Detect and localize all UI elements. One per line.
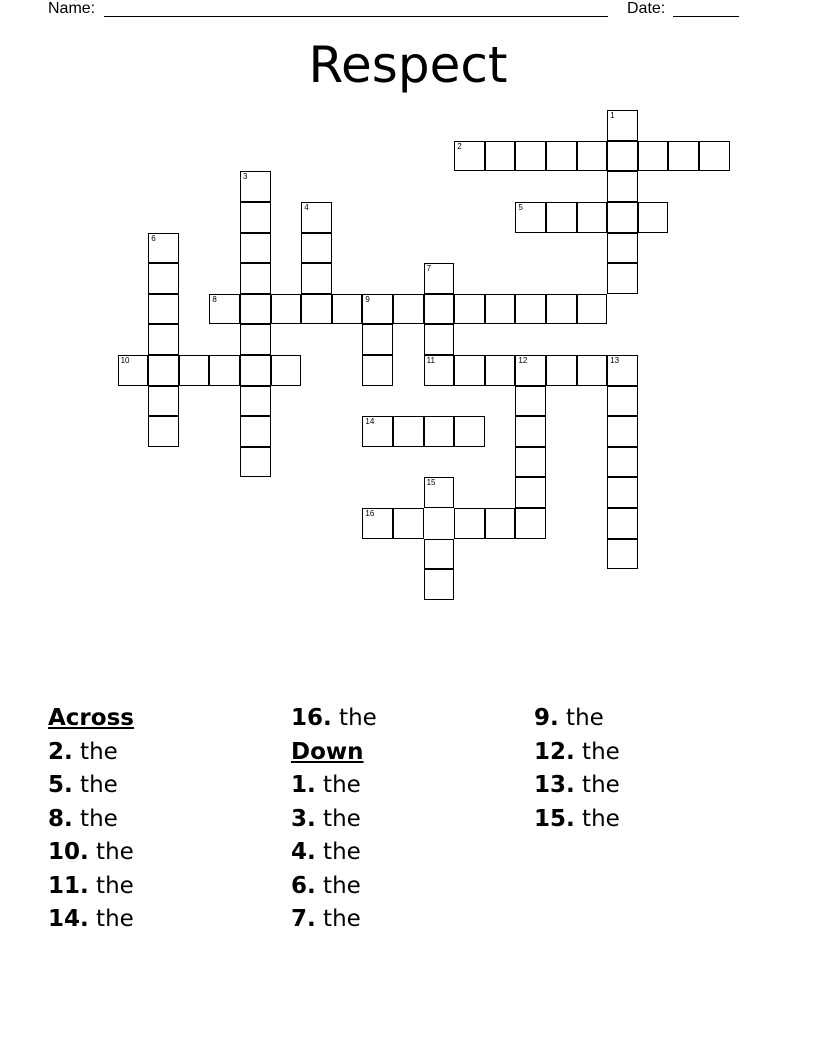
clue-text: the [88, 906, 134, 932]
grid-cell[interactable] [424, 294, 455, 325]
grid-cell[interactable] [148, 355, 179, 386]
cell-number: 7 [426, 264, 432, 274]
clue-column-1 [48, 702, 288, 937]
clue-text: the [574, 805, 620, 832]
clue-number: 6. [291, 872, 316, 899]
grid-cell[interactable] [638, 202, 669, 233]
grid-cell[interactable] [148, 416, 179, 447]
clue-text: the [558, 705, 604, 731]
clue-item [291, 803, 531, 837]
clue-text: the [574, 772, 620, 798]
grid-cell[interactable] [607, 447, 638, 478]
grid-cell[interactable] [424, 355, 455, 386]
grid-cell[interactable] [546, 355, 577, 386]
clue-text: the [574, 738, 620, 765]
grid-cell[interactable] [240, 447, 271, 478]
grid-cell[interactable] [424, 416, 455, 447]
grid-cell[interactable] [240, 263, 271, 294]
grid-cell[interactable] [424, 569, 455, 600]
grid-cell[interactable] [668, 141, 699, 172]
clue-item [534, 702, 774, 736]
grid-cell[interactable] [424, 477, 455, 508]
grid-cell[interactable] [424, 324, 455, 355]
grid-cell[interactable] [607, 355, 638, 386]
clue-number: 4. [291, 839, 316, 865]
grid-cell[interactable] [607, 233, 638, 264]
clue-item [48, 736, 288, 770]
cell-number: 6 [151, 233, 156, 243]
grid-cell[interactable] [515, 294, 546, 325]
grid-cell[interactable] [607, 263, 638, 294]
cell-number: 13 [610, 356, 620, 365]
grid-cell[interactable] [148, 324, 179, 355]
clue-number: 7. [291, 906, 316, 932]
grid-cell[interactable] [424, 539, 455, 570]
date-label: Date: [627, 0, 666, 17]
grid-cell[interactable] [485, 355, 516, 386]
clue-text: the [331, 705, 377, 731]
clue-item [291, 836, 531, 870]
grid-cell[interactable] [577, 355, 608, 386]
grid-cell[interactable] [515, 386, 546, 417]
grid-cell[interactable] [607, 386, 638, 417]
name-label: Name: [48, 0, 96, 17]
grid-cell[interactable] [424, 263, 455, 294]
grid-cell[interactable] [607, 477, 638, 508]
grid-cell[interactable] [362, 355, 393, 386]
grid-cell[interactable] [393, 294, 424, 325]
grid-cell[interactable] [209, 355, 240, 386]
grid-cell[interactable] [607, 508, 638, 539]
grid-cell[interactable] [393, 508, 424, 539]
grid-cell[interactable] [240, 355, 271, 386]
grid-cell[interactable] [240, 171, 271, 202]
grid-cell[interactable] [301, 202, 332, 233]
clue-item [534, 803, 774, 837]
grid-cell[interactable] [577, 141, 608, 172]
grid-cell[interactable] [362, 294, 393, 325]
clue-number: 8. [48, 805, 73, 832]
cell-number: 1 [610, 111, 615, 121]
clue-item [48, 870, 288, 904]
grid-cell[interactable] [454, 416, 485, 447]
clue-column-2 [291, 702, 531, 937]
grid-cell[interactable] [118, 355, 149, 386]
clue-number: 2. [48, 738, 73, 765]
grid-cell[interactable] [546, 294, 577, 325]
grid-cell[interactable] [577, 202, 608, 233]
grid-cell[interactable] [577, 294, 608, 325]
grid-cell[interactable] [454, 294, 485, 325]
cell-number: 12 [518, 356, 528, 365]
clue-heading-down: Down [291, 738, 364, 765]
grid-cell[interactable] [301, 263, 332, 294]
clue-number: 11. [48, 872, 89, 899]
cell-number: 10 [120, 356, 130, 365]
clue-item [534, 769, 774, 803]
clue-item [48, 803, 288, 837]
clue-text: the [315, 906, 361, 932]
cell-number: 9 [365, 294, 370, 304]
grid-cell[interactable] [240, 324, 271, 355]
grid-cell[interactable] [607, 110, 638, 141]
clue-number: 10. [48, 839, 89, 865]
cell-number: 2 [457, 141, 462, 151]
grid-cell[interactable] [638, 141, 669, 172]
clue-text: the [88, 872, 134, 899]
clue-number: 5. [48, 772, 73, 798]
grid-cell[interactable] [301, 233, 332, 264]
clue-text: the [315, 805, 361, 832]
grid-cell[interactable] [240, 416, 271, 447]
grid-cell[interactable] [485, 141, 516, 172]
grid-cell[interactable] [515, 447, 546, 478]
grid-cell[interactable] [515, 141, 546, 172]
clue-number: 16. [291, 705, 332, 731]
grid-cell[interactable] [607, 141, 638, 172]
grid-cell[interactable] [362, 508, 393, 539]
clue-text: the [315, 772, 361, 798]
cell-number: 11 [426, 356, 435, 365]
clue-number: 15. [534, 805, 575, 832]
grid-cell[interactable] [393, 416, 424, 447]
grid-cell[interactable] [148, 233, 179, 264]
clue-number: 14. [48, 906, 89, 932]
clue-text: the [72, 772, 118, 798]
grid-cell[interactable] [607, 539, 638, 570]
clue-number: 1. [291, 772, 316, 798]
grid-cell[interactable] [271, 294, 302, 325]
cell-number: 15 [426, 478, 436, 488]
grid-cell[interactable] [454, 508, 485, 539]
grid-cell[interactable] [546, 202, 577, 233]
clue-heading-across: Across [48, 705, 134, 731]
grid-cell[interactable] [607, 171, 638, 202]
grid-cell[interactable] [179, 355, 210, 386]
clue-number: 13. [534, 772, 575, 798]
grid-cell[interactable] [699, 141, 730, 172]
cell-number: 14 [365, 417, 375, 427]
grid-cell[interactable] [607, 416, 638, 447]
grid-cell[interactable] [515, 477, 546, 508]
clue-item [291, 903, 531, 937]
clue-item [48, 903, 288, 937]
grid-cell[interactable] [546, 141, 577, 172]
clue-number: 9. [534, 705, 559, 731]
cell-number: 3 [243, 172, 248, 182]
clue-item [291, 870, 531, 904]
grid-cell[interactable] [240, 386, 271, 417]
grid-cell[interactable] [332, 294, 363, 325]
grid-cell[interactable] [240, 294, 271, 325]
page-title: Respect [308, 36, 508, 94]
clue-text: the [72, 738, 118, 765]
grid-cell[interactable] [209, 294, 240, 325]
clue-text: the [315, 872, 361, 899]
grid-cell[interactable] [362, 416, 393, 447]
cell-number: 5 [518, 203, 523, 212]
grid-cell[interactable] [240, 233, 271, 264]
clue-item [291, 769, 531, 803]
grid-cell[interactable] [515, 202, 546, 233]
clue-number: 3. [291, 805, 316, 832]
clue-item [48, 836, 288, 870]
clue-text: the [72, 805, 118, 832]
grid-cell[interactable] [515, 416, 546, 447]
grid-cell[interactable] [515, 355, 546, 386]
cell-number: 4 [304, 203, 309, 212]
clue-text: the [88, 839, 134, 865]
grid-cell[interactable] [148, 386, 179, 417]
grid-cell[interactable] [240, 202, 271, 233]
grid-cell[interactable] [485, 294, 516, 325]
clue-item [534, 736, 774, 770]
grid-cell[interactable] [148, 294, 179, 325]
grid-cell[interactable] [301, 294, 332, 325]
clue-column-3 [534, 702, 774, 836]
grid-cell[interactable] [485, 508, 516, 539]
grid-cell[interactable] [148, 263, 179, 294]
grid-cell[interactable] [515, 508, 546, 539]
clue-item [291, 702, 531, 736]
cell-number: 8 [212, 294, 217, 304]
grid-cell[interactable] [607, 202, 638, 233]
clue-text: the [315, 839, 361, 865]
grid-cell[interactable] [454, 355, 485, 386]
cell-number: 16 [365, 509, 375, 518]
clue-number: 12. [534, 738, 575, 765]
grid-cell[interactable] [271, 355, 302, 386]
grid-cell[interactable] [454, 141, 485, 172]
clue-item [48, 769, 288, 803]
grid-cell[interactable] [362, 324, 393, 355]
